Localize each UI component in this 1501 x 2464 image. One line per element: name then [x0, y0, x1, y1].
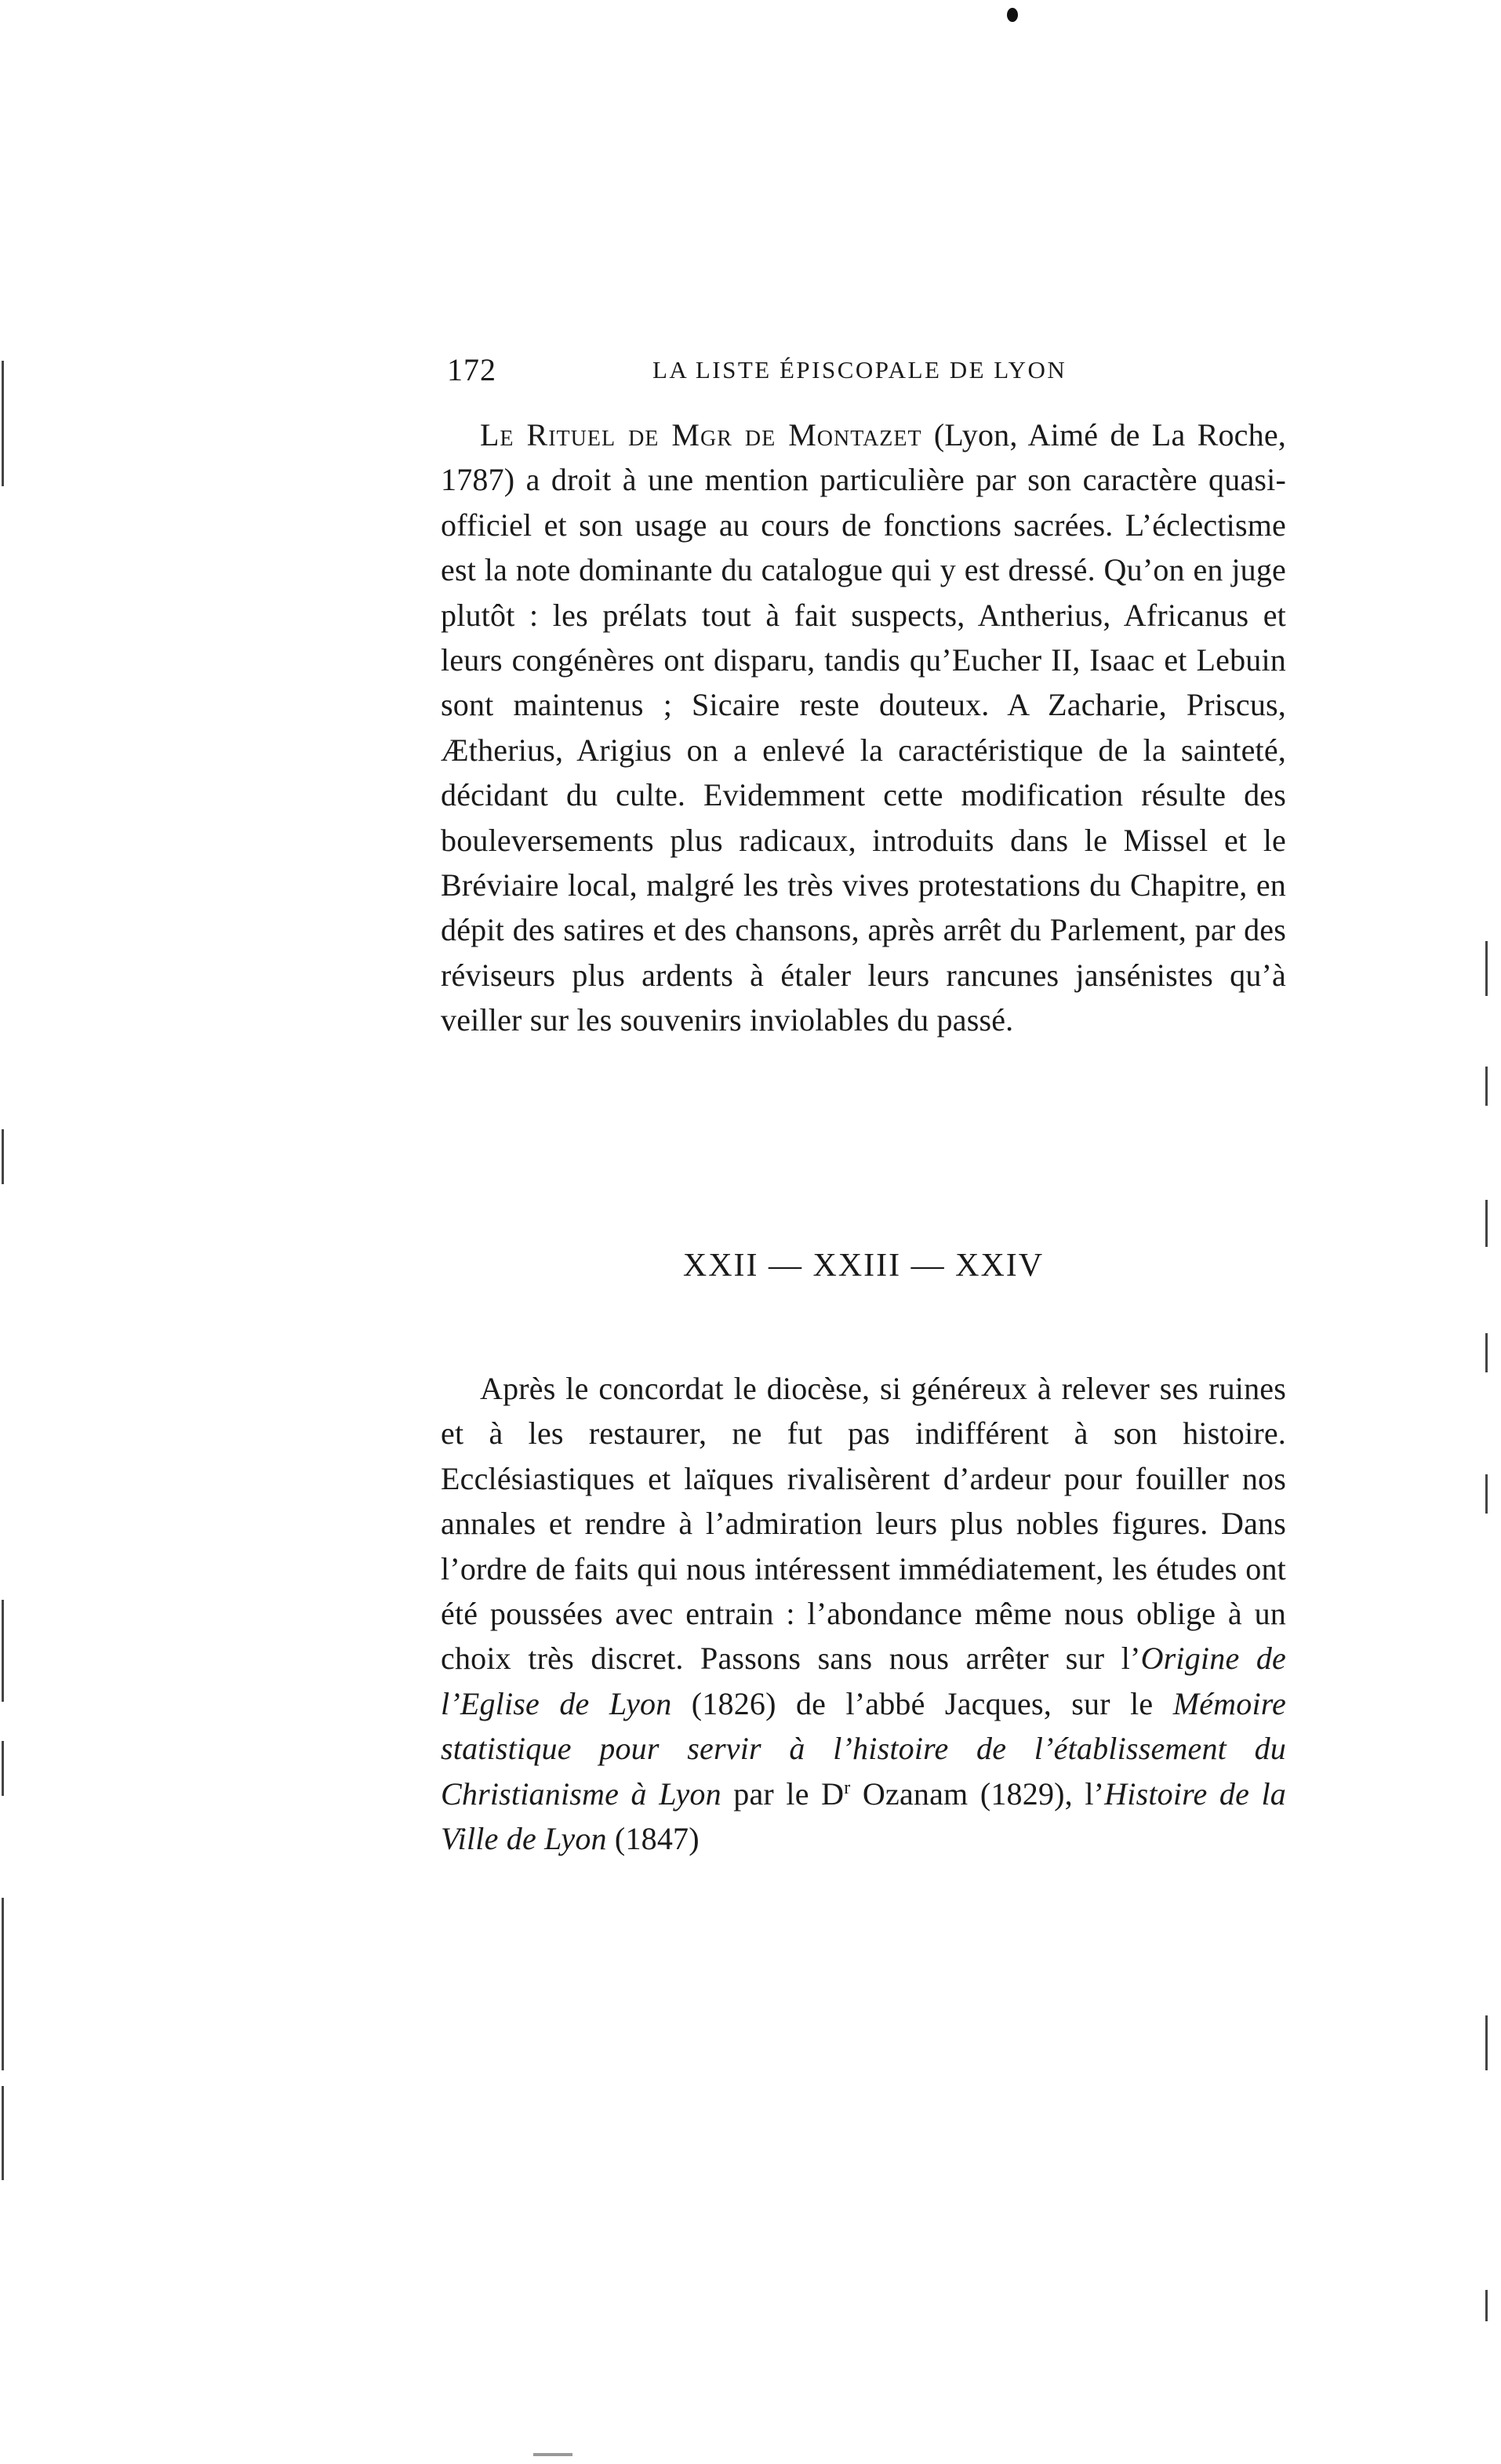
paragraph-text: (1847) [606, 1821, 700, 1857]
scan-edge-line [2, 1600, 4, 1702]
section-heading: XXII — XXIII — XXIV [682, 1248, 1045, 1284]
paragraph-rituel [441, 412, 1286, 1043]
scan-edge-line [1485, 1067, 1488, 1106]
scan-edge-line [1485, 1333, 1488, 1372]
scan-edge-line [2, 2086, 4, 2180]
page-number: 172 [447, 352, 496, 387]
paragraph-text: par le D [721, 1775, 845, 1812]
work-title: Histoire de la Ville de Lyon [441, 1775, 1286, 1857]
scan-smudge [533, 2453, 572, 2456]
scan-edge-line [2, 1898, 4, 2070]
ink-dot [1007, 8, 1018, 22]
scan-edge-line [1485, 1200, 1488, 1247]
superscript: r [844, 1777, 851, 1798]
running-title: LA LISTE ÉPISCOPALE DE LYON [652, 356, 1067, 383]
scan-edge-line [2, 361, 4, 486]
scan-edge-line [1485, 2290, 1488, 2321]
scan-edge-line [1485, 2015, 1488, 2070]
work-title: Mémoire statistique pour servir à l’histoire de l’établissement du Christianisme à Lyon [441, 1685, 1286, 1812]
paragraph-rituel-text: (Lyon, Aimé de La Roche, 1787) a droit à une mention particulière par son caractère quasi-officiel et son usage au cours de fonctions sacrées. L’éclectisme est la note dominante du catalogue qui y est dressé. Qu’on en juge plutôt : les prélats tout à fait suspects, Antherius, Africanus et leurs congénères ont disparu, tandis qu’Eucher II, Isaac et Lebuin sont maintenus ; Sicaire reste douteux. A Zacharie, Priscus, Ætherius, Arigius on a enlevé la caractéristique de la sainteté, décidant du culte. Evidemment cette modification résulte des bouleversements plus radicaux, introduits dans le Missel et le Bréviaire local, malgré les très vives protestations du Chapitre, en dépit des satires et des chansons, après arrêt du Parlement, par des réviseurs plus ardents à étaler leurs rancunes jansénistes qu’à veiller sur les souvenirs inviolables du passé. [441, 417, 1286, 1038]
paragraph-text: Après le concordat le diocèse, si généreux à relever ses ruines et à les restaurer, ne fut pas indifférent à son histoire. Ecclésiastiques et laïques rivalisèrent d’ardeur pour fouiller nos annales et rendre à l’admiration leurs plus nobles figures. Dans l’ordre de faits qui nous intéressent immédiatement, les études ont été poussées avec entrain : l’abondance même nous oblige à un choix très discret. Passons sans nous arrêter sur l’ [441, 1371, 1286, 1677]
scan-edge-line [2, 1741, 4, 1796]
scan-edge-line [2, 1129, 4, 1184]
paragraph-concordat [441, 1366, 1286, 1861]
paragraph-text: Ozanam (1829), l’ [850, 1775, 1105, 1812]
work-title: Origine de l’Eglise de Lyon [441, 1641, 1287, 1721]
scan-edge-line [1485, 941, 1488, 996]
running-head [447, 351, 1294, 398]
scan-edge-line [1485, 1474, 1488, 1514]
rituel-title: Le Rituel de Mgr de Montazet [480, 417, 922, 452]
paragraph-text: (1826) de l’abbé Jacques, sur le [671, 1685, 1173, 1721]
